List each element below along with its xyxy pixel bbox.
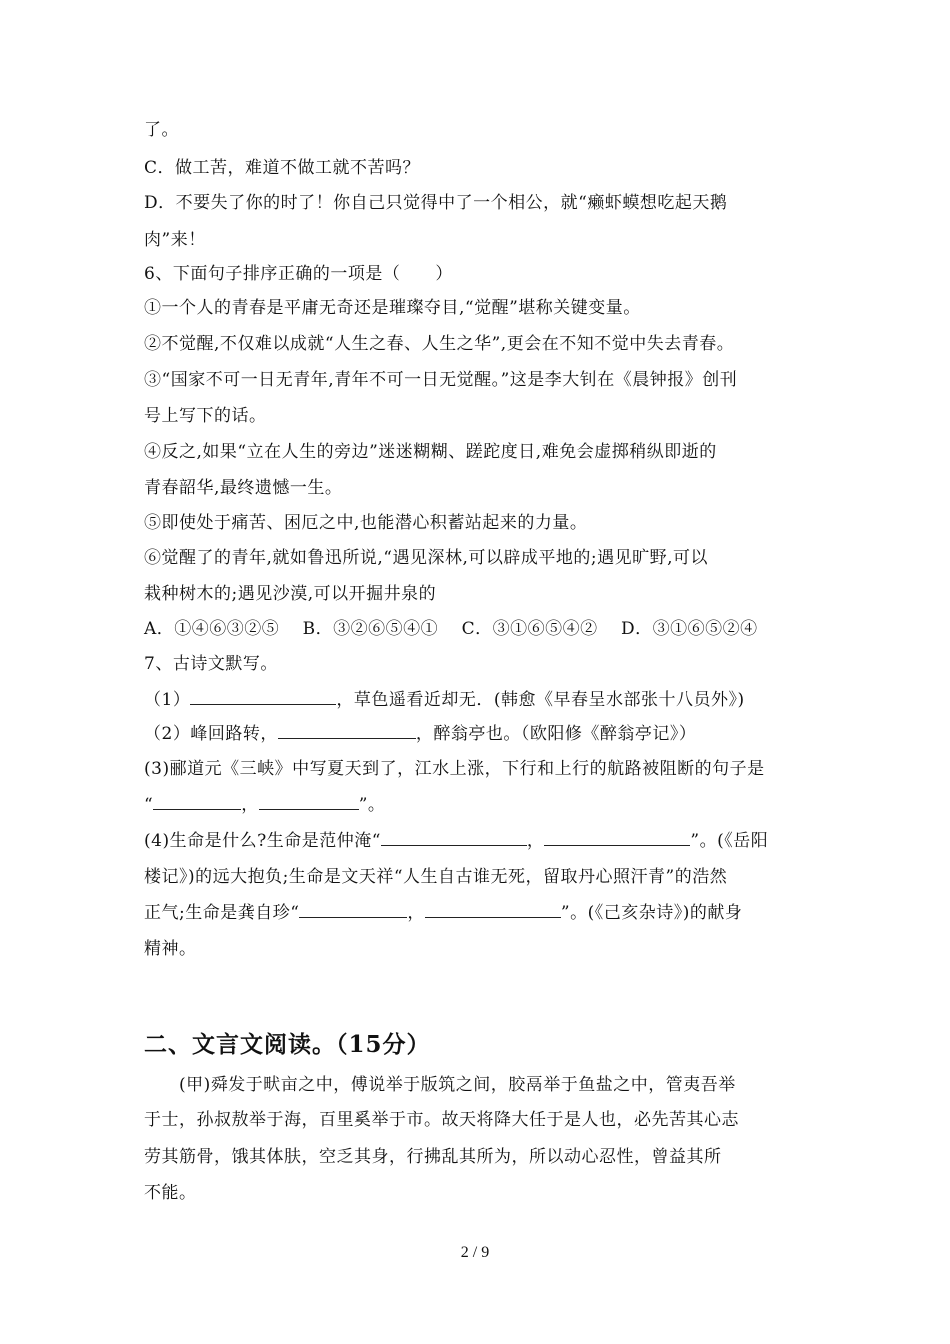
- q7-stem: 7、古诗文默写。: [144, 654, 278, 674]
- q7-part4-comma: ，: [526, 831, 545, 851]
- q7-part3-line1: (3)郦道元《三峡》中写夏天到了，江水上涨，下行和上行的航路被阻断的句子是: [144, 759, 765, 779]
- q7-part2-prefix: （2）峰回路转，: [144, 724, 278, 744]
- q5-option-d-line1: D．不要失了你的时了！你自己只觉得中了一个相公，就“癞虾蟆想吃起天鹅: [144, 193, 728, 213]
- section-2-paragraph-line4: 不能。: [144, 1183, 197, 1203]
- q7-part3-comma: ，: [241, 795, 259, 815]
- q7-part4-line3-prefix: 正气;生命是龚自珍“: [144, 903, 300, 923]
- q6-sentence-3-line1: ③“国家不可一日无青年,青年不可一日无觉醒。”这是李大钊在《晨钟报》创刊: [144, 370, 738, 390]
- q7-part4-line3: [144, 901, 814, 925]
- section-2-paragraph-line1: (甲)舜发于畎亩之中，傅说举于版筑之间，胶鬲举于鱼盐之中，管夷吾举: [144, 1075, 736, 1095]
- q6-sentence-1: ①一个人的青春是平庸无奇还是璀璨夺目,“觉醒”堪称关键变量。: [144, 298, 641, 318]
- q5-option-d-line2: 肉”来！: [144, 230, 206, 250]
- q6-sentence-6-line2: 栽种树木的;遇见沙漠,可以开掘井泉的: [144, 584, 437, 604]
- q6-sentence-3-line2: 号上写下的话。: [144, 406, 267, 426]
- q7-part4-line3-suffix: ”。(《己亥杂诗》)的献身: [560, 903, 743, 923]
- q7-part3-open-quote: “: [144, 795, 154, 815]
- q7-part4-blank-3[interactable]: [299, 901, 407, 918]
- q6-options: A．①④⑥③②⑤ B．③②⑥⑤④① C．③①⑥⑤④② D．③①⑥⑤②④: [144, 619, 758, 639]
- q6-stem: 6、下面句子排序正确的一项是（ ）: [144, 264, 453, 284]
- q7-part1-prefix: （1）: [144, 690, 191, 710]
- q7-part4-line3-comma: ，: [407, 903, 425, 923]
- q7-part3-line2: [144, 793, 814, 817]
- section-2-title: 二、文言文阅读。（15分）: [144, 1031, 431, 1058]
- q7-part4-blank-4[interactable]: [425, 901, 561, 918]
- section-2-paragraph-line2: 于士，孙叔敖举于海，百里奚举于市。故天将降大任于是人也，必先苦其心志: [144, 1110, 739, 1130]
- q6-sentence-4-line1: ④反之,如果“立在人生的旁边”迷迷糊糊、蹉跎度日,难免会虚掷稍纵即逝的: [144, 442, 717, 462]
- q7-part2: [144, 722, 814, 746]
- q7-part2-suffix: ，醉翁亭也。（欧阳修《醉翁亭记》）: [415, 724, 697, 744]
- q7-part3-blank-1[interactable]: [153, 793, 241, 810]
- q7-part4-line2: 楼记》)的远大抱负;生命是文天祥“人生自古谁无死，留取丹心照汗青”的浩然: [144, 867, 728, 887]
- q7-part4-blank-2[interactable]: [544, 829, 690, 846]
- q5-line-continued: 了。: [144, 120, 179, 140]
- section-2-paragraph-line3: 劳其筋骨，饿其体肤，空乏其身，行拂乱其所为，所以动心忍性，曾益其所: [144, 1147, 722, 1167]
- q7-part4-prefix: (4)生命是什么?生命是范仲淹“: [144, 831, 381, 851]
- q7-part4-suffix: ”。(《岳阳: [690, 831, 769, 851]
- q7-part1: [144, 688, 814, 712]
- q7-part3-blank-2[interactable]: [259, 793, 359, 810]
- q6-sentence-4-line2: 青春韶华,最终遗憾一生。: [144, 478, 343, 498]
- q6-sentence-6-line1: ⑥觉醒了的青年,就如鲁迅所说,“遇见深林,可以辟成平地的;遇见旷野,可以: [144, 548, 709, 568]
- q7-part4-line1: [144, 829, 814, 853]
- q7-part1-blank[interactable]: [190, 688, 336, 705]
- q6-sentence-5: ⑤即使处于痛苦、困厄之中,也能潜心积蓄站起来的力量。: [144, 513, 588, 533]
- q7-part3-close-quote: ”。: [358, 795, 386, 815]
- q7-part4-blank-1[interactable]: [381, 829, 527, 846]
- q7-part4-line4: 精神。: [144, 939, 197, 959]
- page-number: 2 / 9: [460, 1244, 490, 1261]
- q5-option-c: C．做工苦，难道不做工就不苦吗？: [144, 158, 421, 178]
- q7-part2-blank[interactable]: [278, 722, 416, 739]
- q6-sentence-2: ②不觉醒,不仅难以成就“人生之春、人生之华”,更会在不知不觉中失去青春。: [144, 334, 735, 354]
- q7-part1-suffix: ，草色遥看近却无．(韩愈《早春呈水部张十八员外》): [336, 690, 745, 710]
